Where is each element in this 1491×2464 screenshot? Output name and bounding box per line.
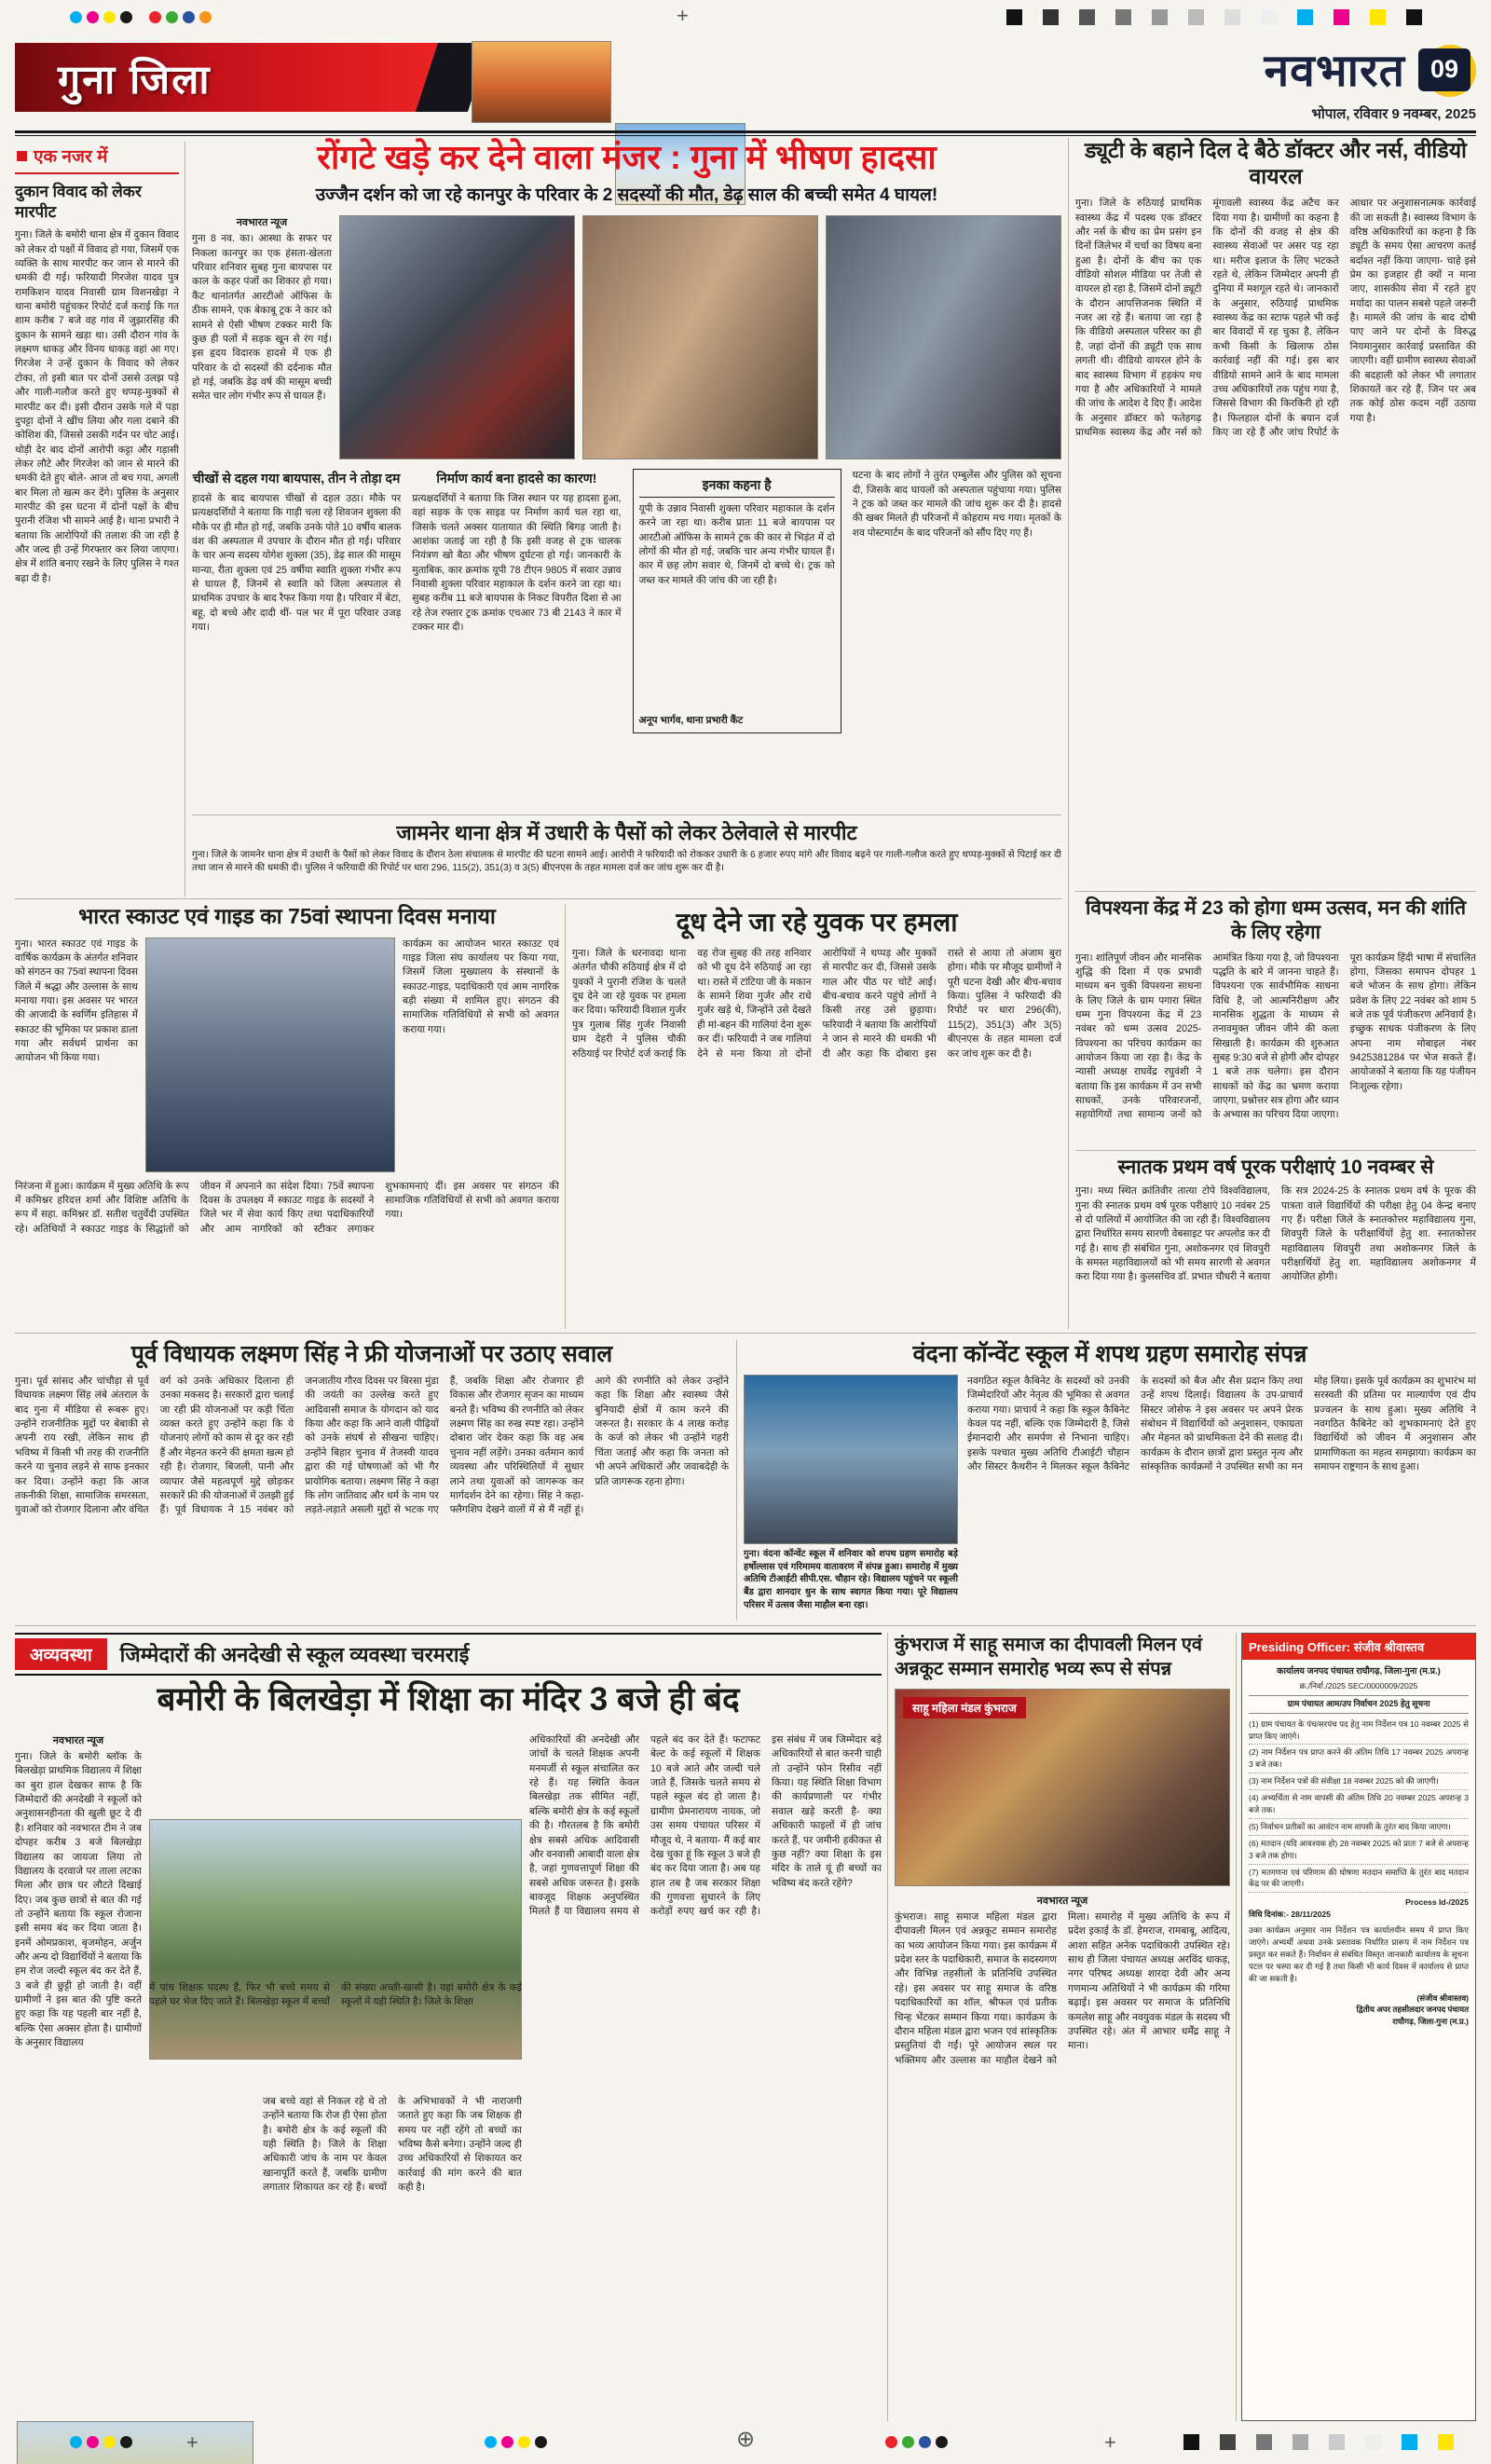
- section-rule: [15, 898, 1061, 899]
- accident-section-4-text: घटना के बाद लोगों ने तुरंत एम्बुलेंस और पुलिस को सूचना दी, जिसके बाद घायलों को अस्पताल पहुंचाया गया। पुलिस ने ट्रक को जब्त कर मामले की जांच शुरू कर दी है। हादसे की खबर मिलते ही परिजनों में कोहराम मच गया। मृतकों के शव पोस्टमार्टम के बाद परिजनों को सौंप दिए गए हैं।: [852, 470, 1061, 539]
- grayscale-calibration-strip-bottom: [1183, 2434, 1454, 2450]
- bamori-byline: नवभारत न्यूज: [52, 1735, 104, 1746]
- statement-box-text: यूपी के उन्नाव निवासी शुक्ला परिवार महाकाल के दर्शन करने जा रहा था। करीब प्रातः 11 बजे बायपास पर आरटीओ ऑफिस के सामने ट्रक की कार से भिड़ंत में दो लोगों की मौत हो गई, जबकि चार अन्य गंभीर घायल हैं। कार में छह लोग सवार थे, जिनमें दो बच्चे थे। ट्रक को जब्त कर मामले की जांच की जा रही है।: [638, 502, 835, 586]
- snatak-body: गुना। मध्य स्थित क्रांतिवीर तात्या टोपे विश्वविद्यालय, गुना की स्नातक प्रथम वर्ष पूरक परीक्षाएं 10 नवंबर 25 से दो पालियों में आयोजित की जा रही हैं। विश्वविद्यालय द्वारा निर्धारित समय सारणी वेबसाइट पर अपलोड कर दी गई है। साथ ही संबंधित गुना, अशोकनगर एवं शिवपुरी के समस्त महाविद्यालयों को भी समय सारणी से अवगत करा दिया गया है। कुलसचिव डॉ. प्रभात चौधरी ने बताया कि सत्र 2024-25 के स्नातक प्रथम वर्ष के पूरक की पात्रता वाले विद्यार्थियों की परीक्षा हेतु 04 केन्द्र बनाए गए हैं। परीक्षा जिले के स्नातकोत्तर महाविद्यालय गुना, शिवपुरी जिले के परीक्षार्थियों हेतु शा. स्नातकोत्तर महाविद्यालय शिवपुरी तथा अशोकनगर जिले के परीक्षार्थियों हेतु शा. महाविद्यालय अशोकनगर में आयोजित होगी।: [1075, 1185, 1476, 1283]
- vandana-photo-column: [744, 1375, 958, 1615]
- kumbhraj-photo-banner: साहू महिला मंडल कुंभराज: [903, 1697, 1026, 1718]
- section-rule: [1075, 1150, 1476, 1151]
- accident-first-aid-photo: [582, 215, 818, 459]
- kumbhraj-byline: नवभारत न्यूज: [1036, 1896, 1088, 1907]
- bamori-intro: गुना। जिले के बमोरी ब्लॉक के बिलखेड़ा प्राथमिक विद्यालय में शिक्षा का बुरा हाल देखकर साफ है कि जिम्मेदारों की अनदेखी ने स्कूलों को अनुशासनहीनता की खुली छूट दे दी है। शनिवार को नवभारत टीम ने जब दोपहर करीब 3 बजे बिलखेड़ा विद्यालय का जायजा लिया तो विद्यालय के दरवाजे पर ताला लटका मिला और छात्र घर लौटते दिखाई दिए। जब कुछ छात्रों से बात की गई तो उन्होंने बताया कि स्कूल रोजाना इसी समय बंद कर दिया जाता है। इनमें ओमप्रकाश, बृजमोहन, अर्जुन और अन्य दो विद्यार्थियों ने बताया कि हम रोज जल्दी स्कूल बंद कर देते हैं, 3 बजे ही छुट्टी हो जाती है। वहीं ग्रामीणों ने इस बात की पुष्टि करते हुए कहा कि यह पहली बार नहीं है, बल्कि ऐसा अक्सर होता है। ग्रामीणों के अनुसार विद्यालय: [15, 1751, 142, 2049]
- accident-subhead: उज्जैन दर्शन को जा रहे कानपुर के परिवार के 2 सदस्यों की मौत, डेढ़ साल की बच्ची समेत 4 घायल!: [315, 185, 938, 206]
- section-rule: [1075, 891, 1476, 892]
- column-rule: [1068, 138, 1069, 1329]
- bamori-intro-column: [15, 1733, 142, 2091]
- laxman-headline: पूर्व विधायक लक्ष्मण सिंह ने फ्री योजनाओं पर उठाए सवाल: [130, 1341, 613, 1367]
- doctor-headline: ड्यूटी के बहाने दिल दे बैठे डॉक्टर और नर्स, वीडियो वायरल: [1084, 138, 1467, 188]
- notice-office-title: कार्यालय जनपद पंचायत राघौगढ़, जिला-गुना (म.प्र.): [1277, 1666, 1441, 1677]
- vipashyana-headline: विपश्यना केंद्र में 23 को होगा धम्म उत्सव, मन की शांति के लिए रहेगा: [1085, 897, 1467, 944]
- accident-byline: नवभारत न्यूज: [236, 217, 288, 229]
- notice-signatory-place: राघौगढ़, जिला-गुना (म.प्र.): [1392, 2017, 1469, 2027]
- edition-title: गुना जिला: [58, 57, 212, 103]
- bamori-strip: [15, 1633, 882, 1676]
- scout-group-photo: [145, 938, 395, 1172]
- bamori-side-text: जब बच्चे वहां से निकल रहे थे तो उन्होंने बताया कि रोज ही ऐसा होता है। बमोरी क्षेत्र के कई स्कूलों की यही स्थिति है। जिले के शिक्षा अधिकारी जांच के नाम पर केवल खानापूर्ति करते हैं, जबकि ग्रामीण लगातार शिकायत कर रहे हैं। बच्चों के अभिभावकों ने भी नाराजगी जताते हुए कहा कि जब शिक्षक ही समय पर नहीं रहेंगे तो बच्चों का भविष्य कैसे बनेगा। उन्होंने जल्द ही उच्च अधिकारियों से शिकायत कर कार्रवाई की मांग करने की बात कही है।: [263, 2096, 522, 2194]
- kumbhraj-body: कुंभराज। साहू समाज महिला मंडल द्वारा दीपावली मिलन एवं अन्नकूट सम्मान समारोह का भव्य आयोजन किया गया। इस कार्यक्रम में प्रदेश स्तर के पदाधिकारी, समाज के सदस्यगण और विभिन्न तहसीलों के प्रतिनिधि उपस्थित रहे। इस अवसर पर साहू समाज के वरिष्ठ पदाधिकारियों का शॉल, श्रीफल एवं प्रतीक चिन्ह भेंटकर सम्मान किया गया। कार्यक्रम के दौरान महिला मंडल द्वारा भजन एवं सांस्कृतिक प्रस्तुतियां दी गईं। पूरे आयोजन स्थल पर भक्तिमय और उल्लास का माहौल देखने को मिला। समारोह में मुख्य अतिथि के रूप में प्रदेश इकाई के डॉ. हेमराज, रामबाबू, आदित्य, आशा सहित अनेक पदाधिकारी उपस्थित रहे। साथ ही जिला पंचायत अध्यक्ष अरविंद धाकड़, नगर परिषद अध्यक्ष शारदा देवी और अन्य गणमान्य अतिथियों ने भी कार्यक्रम की गरिमा बढ़ाई। इस अवसर पर समाज के प्रतिनिधि कमलेश साहू और नवयुवक मंडल के सदस्य भी उपस्थित रहे। अंत में आभार धर्मेंद्र साहू ने माना।: [895, 1911, 1230, 2066]
- vandana-body: नवगठित स्कूल कैबिनेट के सदस्यों को उनकी जिम्मेदारियों और नेतृत्व की भूमिका से अवगत कराया गया। प्राचार्य ने कहा कि स्कूल कैबिनेट केवल पद नहीं, बल्कि एक जिम्मेदारी है, जिसे ईमानदारी और समर्पण से निभाना चाहिए। इसके पश्चात मुख्य अतिथि टीआईटी चौहान और सिस्टर कैथरीन ने मिलकर स्कूल कैबिनेट के सदस्यों को बैज और सैश प्रदान किए तथा उन्हें शपथ दिलाई। विद्यालय के उप-प्राचार्य सिस्टर जोसेफ ने इस अवसर पर अपने प्रेरक संबोधन में विद्यार्थियों को अनुशासन, एकाग्रता और मेहनत को प्राथमिकता देने की सलाह दी। कार्यक्रम के दौरान छात्रों द्वारा प्रस्तुत नृत्य और सांस्कृतिक कार्यक्रमों ने उपस्थित सभी का मन मोह लिया। इसके पूर्व कार्यक्रम का शुभारंभ मां सरस्वती की प्रतिमा पर माल्यार्पण एवं दीप प्रज्वलन के साथ हुआ। मुख्य अतिथि ने नवगठित कैबिनेट को शुभकामनाएं देते हुए विद्यार्थियों को जीवन में अनुशासन और प्रामाणिकता का महत्व समझाया। कार्यक्रम का समापन राष्ट्रगान के साथ हुआ।: [967, 1376, 1476, 1473]
- vandana-caption: गुना। वंदना कॉन्वेंट स्कूल में शनिवार को शपथ ग्रहण समारोह बड़े हर्षोल्लास एवं गरिमामय वातावरण में संपन्न हुआ। समारोह में मुख्य अतिथि टीआईटी सीपी.एस. चौहान रहे। विद्यालय पहुंचने पर स्कूली बैंड द्वारा शानदार धुन के साथ स्वागत किया गया। पूरे विद्यालय परिसर में उत्सव जैसा माहौल बना रहा।: [744, 1549, 958, 1610]
- red-square-icon: [17, 151, 27, 161]
- registration-marks-cmyk-bottom: [70, 2436, 132, 2448]
- accident-section-1-head: चीखों से दहल गया बायपास, तीन ने तोड़ा दम: [192, 471, 401, 486]
- accident-section-1: [192, 469, 401, 801]
- article-laxman: [15, 1340, 729, 1620]
- masthead-rule: [15, 130, 1476, 136]
- notice-signatory-name: (संजीव श्रीवास्तव): [1416, 1992, 1469, 2003]
- accident-section-1-text: हादसे के बाद बायपास चीखों से दहल उठा। मौके पर प्रत्यक्षदर्शियों ने बताया कि गाड़ी चला रहे शिवजन शुक्ला की मौके पर ही मौत हो गई, जबकि उनके पोते 10 वर्षीय बालक वंश की अस्पताल में उपचार के दौरान मौत हो गई। परिवार के चार अन्य सदस्य योगेश शुक्ला (35), डेढ़ साल की मासूम मान्या, रीता शुक्ला एवं 25 वर्षीया स्वाति शुक्ला गंभीर रूप से घायल हैं, जिनमें से स्वाति को जिला अस्पताल से प्राथमिक उपचार के बाद रैफर किया गया है। परिवार में बेटा, बहू, दो बच्चे और दादी थीं- पल भर में पूरा परिवार उजड़ गया।: [192, 492, 402, 634]
- accident-media-row: [192, 215, 1061, 459]
- article-snatak: [1075, 1156, 1476, 1329]
- article-vandana: [744, 1340, 1476, 1620]
- section-rule: [15, 1333, 1476, 1334]
- notice-item: (3) नाम निर्देशन पत्रों की संवीक्षा 18 नवम्बर 2025 को की जाएगी।: [1249, 1773, 1469, 1790]
- bamori-headline: बमोरी के बिलखेड़ा में शिक्षा का मंदिर 3 बजे ही बंद: [157, 1681, 740, 1718]
- bamori-kicker: अव्यवस्था: [15, 1638, 107, 1670]
- scout-media-row: [15, 938, 559, 1172]
- edition-banner: [15, 43, 457, 112]
- notice-paragraph: उक्त कार्यक्रम अनुसार नाम निर्देशन पत्र कार्यालयीन समय में प्राप्त किए जाएंगे। अभ्यर्थी अथवा उनके प्रस्तावक निर्धारित प्रारूप में नाम निर्देशन पत्र प्रस्तुत कर सकते हैं। निर्वाचन से संबंधित विस्तृत जानकारी कार्यालय के सूचना पटल पर चस्पा कर दी गई है तथा किसी भी कार्य दिवस में कार्यालय से प्राप्त की जा सकती है।: [1249, 1925, 1469, 1983]
- accident-section-4: [853, 469, 1061, 801]
- glance-kicker: [15, 142, 179, 174]
- vandana-ceremony-photo: [744, 1375, 958, 1544]
- statement-box-head: इनका कहना है: [639, 477, 835, 498]
- jamner-headline: जामनेर थाना क्षेत्र में उधारी के पैसों को लेकर ठेलेवाले से मारपीट: [396, 821, 857, 844]
- registration-marks-rgb-top: [149, 11, 212, 23]
- masthead-temple-photo-1: [472, 41, 611, 123]
- accident-intro: गुना 8 नव. का। आस्था के सफर पर निकला कानपुर का एक हंसता-खेलता परिवार शनिवार सुबह गुना बायपास पर काल के कहर पंजों का शिकार हो गया। कैंट थानांतर्गत आरटीओ ऑफिस के ठीक सामने, एक बेकाबू ट्रक ने कार को सामने से ऐसी भीषण टक्कर मारी कि कुछ ही पलों में सड़क खून से रंग गई। इस हृदय विदारक हादसे में एक ही परिवार के दो सदस्यों की दर्दनाक मौत हो गई, जबकि डेढ़ वर्ष की मासूम बच्ची समेत चार लोग गंभीर रूप से घायल हैं।: [192, 233, 332, 403]
- article-kumbhraj: [895, 1633, 1230, 2421]
- statement-attribution: अनूप भार्गव, थाना प्रभारी कैंट: [638, 714, 744, 726]
- scout-body-bottom: निरंजना में हुआ। कार्यक्रम में मुख्य अतिथि के रूप में कमिश्नर हरिदत्त शर्मा और विशिष्ट अतिथि के रूप में सहा. कमिश्नर डॉ. सतीश चतुर्वेदी उपस्थित रहे। अतिथियों ने स्काउट गाइड के सिद्धांतों को जीवन में अपनाने का संदेश दिया। 75वें स्थापना दिवस के उपलक्ष्य में स्काउट गाइड के सदस्यों ने जिले भर में सेवा कार्य किए तथा पदाधिकारियों और आम नागरिकों को स्टीकर लगाकर शुभकामनाएं दीं। इस अवसर पर संगठन की सामाजिक गतिविधियों से सभी को अवगत कराया गया।: [15, 1180, 559, 1235]
- accident-section-2: [412, 469, 621, 801]
- scout-headline: भारत स्काउट एवं गाइड का 75वां स्थापना दिवस मनाया: [78, 904, 496, 928]
- notice-item: (2) नाम निर्देशन पत्र प्राप्त करने की अंतिम तिथि 17 नवम्बर 2025 अपरान्ह 3 बजे तक।: [1249, 1745, 1469, 1773]
- registration-marks-cmyk-bottom-2: [485, 2436, 547, 2448]
- crop-mark-bottom-1: +: [186, 2430, 198, 2454]
- bamori-yellow-building-photo: [17, 2421, 253, 2464]
- scout-body-left: गुना। भारत स्काउट एवं गाइड के वार्षिक कार्यक्रम के अंतर्गत शनिवार को संगठन का 75वां स्थापना दिवस जिले में श्रद्धा और उल्लास के साथ मनाया गया। इस अवसर पर भारत की आजादी के स्वर्णिम इतिहास में स्काउट की भूमिका पर प्रकाश डाला गया और सर्वधर्म प्रार्थना का आयोजन भी किया गया।: [15, 938, 138, 1064]
- notice-item: (6) मतदान (यदि आवश्यक हो) 28 नवम्बर 2025 को प्रातः 7 बजे से अपरान्ह 3 बजे तक होगा।: [1249, 1836, 1469, 1865]
- registration-marks-rgb-bottom: [885, 2436, 948, 2448]
- notice-item: (5) निर्वाचन प्रतीकों का आवंटन नाम वापसी के तुरंत बाद किया जाएगा।: [1249, 1819, 1469, 1836]
- page-number-badge: [1418, 41, 1476, 99]
- jamner-body: गुना। जिले के जामनेर थाना क्षेत्र में उधारी के पैसों को लेकर विवाद के दौरान ठेला संचालक से मारपीट की घटना सामने आई। आरोपी ने फरियादी को रोककर उधारी के 6 हजार रुपए मांगे और विवाद बढ़ने पर गाली-गलौज करते हुए थप्पड़-मुक्कों से पिटाई कर दी तथा जान से मारने की धमकी दी। पुलिस ने फरियादी की रिपोर्ट पर धारा 296, 115(2), 351(3) व 3(5) बीएनएस के तहत मामला दर्ज कर जांच शुरू कर दी है।: [192, 849, 1061, 874]
- notice-reference: क्र./निर्वा./2025 SEC/0000009/2025: [1299, 1681, 1418, 1691]
- doctor-body: गुना। जिले के रुठियाई प्राथमिक स्वास्थ्य केंद्र में पदस्थ एक डॉक्टर और नर्स के बीच का प्रेम प्रसंग इन दिनों जिलेभर में चर्चा का विषय बना हुआ है। दोनों के बीच का एक वीडियो सोशल मीडिया पर तेजी से वायरल हो रहा है, जिसमें दोनों ड्यूटी के दौरान आपत्तिजनक स्थिति में नजर आ रहे हैं। बताया जा रहा है कि वीडियो अस्पताल परिसर का ही है, जहां दोनों की ड्यूटी एक साथ लगती थी। वीडियो वायरल होने के बाद स्वास्थ्य विभाग में हड़कंप मच गया है और अधिकारियों ने मामले की जांच के आदेश दे दिए हैं। आदेश के अनुसार डॉक्टर को फतेहगढ़ प्राथमिक स्वास्थ्य केंद्र और नर्स को मूंगावली स्वास्थ्य केंद्र अटैच कर दिया गया है। ग्रामीणों का कहना है कि दोनों की वजह से क्षेत्र की स्वास्थ्य सेवाओं पर असर पड़ रहा था। मरीज इलाज के लिए भटकते रहते थे, लेकिन जिम्मेदार अपनी ही दुनिया में मशगूल रहते थे। जानकारों के अनुसार, रुठियाई प्राथमिक स्वास्थ्य केंद्र का स्टाफ पहले भी कई बार विवादों में रह चुका है, लेकिन कभी किसी के खिलाफ ठोस कार्रवाई नहीं की गई। इस बार वीडियो सामने आने के बाद मामला उच्च अधिकारियों तक पहुंच गया है, जिससे विभाग की किरकिरी हो रही है। फिलहाल दोनों के बयान दर्ज किए जा रहे हैं और जांच रिपोर्ट के आधार पर अनुशासनात्मक कार्रवाई की जा सकती है। स्वास्थ्य विभाग के वरिष्ठ अधिकारियों का कहना है कि ड्यूटी के समय ऐसा आचरण कतई बर्दाश्त नहीं किया जाएगा- चाहे इसे प्रेम का इजहार ही क्यों न माना जाए, शासकीय सेवा में रहते हुए मर्यादा का पालन सबसे पहले जरूरी है। मामले की जांच के बाद दोषी पाए जाने पर दोनों के विरुद्ध नियमानुसार कार्रवाई प्रस्तावित की जाएगी। वहीं ग्रामीण स्वास्थ्य सेवाओं की बदहाली को लेकर भी लगातार शिकायतें कर रहे हैं, जिन पर अब तक कोई ठोस कदम नहीं उठाया गया है।: [1075, 198, 1476, 438]
- accident-headline: रोंगटे खड़े कर देने वाला मंजर : गुना में भीषण हादसा: [317, 138, 937, 176]
- accident-sections-row: [192, 469, 1061, 801]
- article-bamori: [15, 1633, 882, 2421]
- column-rule: [565, 904, 566, 1329]
- column-rule: [887, 1633, 888, 2421]
- notice-item: (4) अभ्यर्थिता से नाम वापसी की अंतिम तिथि 20 नवम्बर 2025 अपरान्ह 3 बजे तक।: [1249, 1790, 1469, 1819]
- public-notice-box: [1241, 1633, 1476, 2421]
- registration-marks-cmyk-top: [70, 11, 132, 23]
- notice-signature: [1249, 1992, 1469, 2029]
- kumbhraj-headline: कुंभराज में साहू समाज का दीपावली मिलन एवं अन्नकूट सम्मान समारोह भव्य रूप से संपन्न: [895, 1635, 1203, 1679]
- grayscale-calibration-strip-top: [1006, 9, 1422, 25]
- accident-crowd-photo: [826, 215, 1061, 459]
- notice-item: (1) ग्राम पंचायत के पंच/सरपंच पद हेतु नाम निर्देशन पत्र 10 नवम्बर 2025 से प्राप्त किए जाएंगे।: [1249, 1717, 1469, 1745]
- officials-statement-box: [633, 469, 841, 733]
- article-doctor-nurse: [1075, 138, 1476, 889]
- scout-body-right: कार्यक्रम का आयोजन भारत स्काउट एवं गाइड जिला संघ कार्यालय पर किया गया, जिसमें जिला मुख्यालय के संस्थानों के स्काउट-गाइड, पदाधिकारी एवं आम नागरिक बड़ी संख्या में शामिल हुए। संगठन की सामाजिक गतिविधियों से सभी को अवगत कराया गया।: [403, 938, 559, 1035]
- crop-mark-top: +: [677, 4, 689, 27]
- bamori-right-columns: अधिकारियों की अनदेखी और जांचों के चलते शिक्षक अपनी मनमर्जी से स्कूल संचालित कर रहे हैं। यह स्थिति केवल बिलखेड़ा तक सीमित नहीं, बल्कि बमोरी क्षेत्र के कई स्कूलों की है। गौरतलब है कि बमोरी क्षेत्र सबसे अधिक आदिवासी और वनवासी आबादी वाला क्षेत्र है, जहां गुणवत्तापूर्ण शिक्षा की सबसे अधिक जरूरत है। इसके बावजूद शिक्षक अनुपस्थित मिलते हैं या विद्यालय समय से पहले बंद कर देते हैं। फटाफट बेल्ट के कई स्कूलों में शिक्षक 10 बजे आते और जल्दी चले जाते हैं, जिसके चलते समय से पहले स्कूल बंद हो जाता है। ग्रामीण प्रेमनारायण नायक, जो उस समय पंचायत परिसर में मौजूद थे, ने बताया- मैं कई बार देख चुका हूं कि स्कूल 3 बजे ही बंद कर दिया जाता है। अब यह हाल तब है जब सरकार शिक्षा की गुणवत्ता सुधारने के लिए करोड़ों रुपए खर्च कर रही है। इस संबंध में जब जिम्मेदार बड़े अधिकारियों से बात करनी चाही तो उन्होंने फोन रिसीव नहीं किया। यह स्थिति शिक्षा विभाग की कार्यप्रणाली पर गंभीर सवाल खड़े करती है- क्या अधिकारी फाइलों में ही जांच करते हैं, पर जमीनी हकीकत से कुछ नहीं? क्या शिक्षा के इस मंदिर के ताले यूं ही बच्चों का भविष्य बंद करते रहेंगे?: [529, 1734, 882, 1918]
- laxman-body: गुना। पूर्व सांसद और चांचौड़ा से पूर्व विधायक लक्ष्मण सिंह लंबे अंतराल के बाद गुना में मीडिया से रूबरू हुए। उन्होंने राजनीतिक मुद्दों पर बेबाकी से अपनी राय रखी, लेकिन साथ ही भविष्य में किसी भी तरह की राजनीति करने या चुनाव लड़ने से साफ इनकार कर दिया। उन्होंने कहा कि आज तकनीकी शिक्षा, सामाजिक समरसता, युवाओं को रोजगार दिलाना और वंचित वर्ग को उनके अधिकार दिलाना ही उनका मकसद है। सरकारों द्वारा चलाई जा रही फ्री योजनाओं पर कड़ी चिंता व्यक्त करते हुए उन्होंने कहा कि ये योजनाएं लोगों को काम से दूर कर रही हैं और मेहनत करने की क्षमता खत्म हो रही है। रोजगार, बिजली, पानी और व्यापार जैसे महत्वपूर्ण मुद्दे छोड़कर सरकारें फ्री की योजनाओं में उलझी हुई हैं। पूर्व विधायक ने 15 नवंबर को जनजातीय गौरव दिवस पर बिरसा मुंडा की जयंती का उल्लेख करते हुए आदिवासी समाज के योगदान को याद किया और कहा कि आने वाली पीढ़ियों को उनके संघर्ष से सीखना चाहिए। उन्होंने बिहार चुनाव में तेजस्वी यादव द्वारा की गई घोषणाओं को भी गैर प्रायोगिक बताया। लक्ष्मण सिंह ने कहा कि लोग जातिवाद और धर्म के नाम पर लड़ते-लड़ाते असली मुद्दों से भटक गए हैं, जबकि शिक्षा और रोजगार ही विकास और रोजगार सृजन का माध्यम बनते हैं। भविष्य की रणनीति को लेकर लक्ष्मण सिंह का रुख स्पष्ट रहा। उन्होंने दोबारा जोर देकर कहा कि वह अब चुनाव नहीं लड़ेंगे। उनका वर्तमान कार्य व्यवस्था और परिस्थितियों में सुधार लाने तथा युवाओं को जागरूक कर मार्गदर्शन देने का रहेगा। सिंह ने कहा- फ्लैगशिप देखने वालों में से मैं नहीं हूं। आगे की रणनीति को लेकर उन्होंने कहा कि शिक्षा और स्वास्थ्य जैसे बुनियादी क्षेत्रों में काम करने की जरूरत है। सरकार के 4 लाख करोड़ के कर्ज को लेकर भी उन्होंने गहरी चिंता जताई और कहा कि जनता को भी अपने अधिकारों और जवाबदेही के प्रति जागरूक रहना होगा।: [15, 1376, 729, 1516]
- column-rule: [1236, 1633, 1237, 2421]
- accident-intro-column: [192, 215, 332, 459]
- glance-kicker-label: एक नजर में: [34, 147, 108, 167]
- page-number: 09: [1418, 48, 1470, 91]
- paper-logo: नवभारत: [1264, 47, 1405, 96]
- article-accident: [192, 138, 1061, 813]
- vandana-headline: वंदना कॉन्वेंट स्कूल में शपथ ग्रहण समारोह संपन्न: [912, 1341, 1307, 1367]
- snatak-headline: स्नातक प्रथम वर्ष पूरक परीक्षाएं 10 नवम्बर से: [1117, 1157, 1434, 1178]
- article-vipashyana: [1075, 897, 1476, 1146]
- crop-mark-bottom-2: +: [1104, 2430, 1116, 2454]
- notice-signatory-post: द्वितीय अपर तहसीलदार जनपद पंचायत: [1356, 2005, 1469, 2015]
- accident-section-2-text: प्रत्यक्षदर्शियों ने बताया कि जिस स्थान पर यह हादसा हुआ, वहां सड़क के एक साइड पर निर्माण कार्य चल रहा था, जिसके चलते अक्सर यातायात की स्थिति बिगड़ जाती है। आशंका जताई जा रही है कि इसी वजह से ट्रक चालक नियंत्रण खो बैठा और भीषण दुर्घटना हो गई। जानकारी के मुताबिक, कार क्रमांक यूपी 78 टीएन 9805 में सवार उन्नाव निवासी शुक्ला परिवार महाकाल के दर्शन करने जा रहा था। सुबह करीब 11 बजे बायपास के निकट विपरीत दिशा से आ रहे तेज रफ्तार ट्रक क्रमांक एचआर 73 बी 2143 ने कार में टक्कर मार दी।: [412, 492, 622, 634]
- bamori-under-photo-text: में पांच शिक्षक पदस्थ हैं, फिर भी बच्चे समय से पहले घर भेज दिए जाते हैं। बिलखेड़ा स्कूल में बच्चों की संख्या अच्छी-खासी है। यहां बमोरी क्षेत्र के कई स्कूलों में यही स्थिति है। जिले के शिक्षा: [149, 1982, 522, 2008]
- kumbhraj-felicitation-photo: [895, 1689, 1230, 1886]
- article-jamner: [192, 820, 1061, 897]
- doodh-headline: दूध देने जा रहे युवक पर हमला: [676, 908, 958, 937]
- notice-header: Presiding Officer: संजीव श्रीवास्तव: [1242, 1634, 1475, 1660]
- bamori-strip-headline: जिम्मेदारों की अनदेखी से स्कूल व्यवस्था चरमराई: [119, 1643, 470, 1666]
- notice-subject: ग्राम पंचायत आम/उप निर्वाचन 2025 हेतु सूचना: [1249, 1695, 1469, 1714]
- masthead-logo-block: [1072, 39, 1476, 100]
- dateline: भोपाल, रविवार 9 नवम्बर, 2025: [1311, 106, 1476, 122]
- article-doodh: [572, 904, 1061, 1329]
- registration-target-mark: ⊕: [736, 2427, 756, 2452]
- notice-body: [1242, 1660, 1475, 2033]
- notice-item: (7) मतगणना एवं परिणाम की घोषणा मतदान समाप्ति के तुरंत बाद मतदान केंद्र पर की जाएगी।: [1249, 1865, 1469, 1894]
- vandana-media-row: [744, 1375, 1476, 1615]
- notice-process-id: Process Id-/2025: [1405, 1897, 1469, 1908]
- article-glance: [15, 142, 179, 897]
- section-rule: [15, 1625, 1476, 1626]
- glance-body: गुना। जिले के बमोरी थाना क्षेत्र में दुकान विवाद को लेकर दो पक्षों में विवाद हो गया, जिसमें एक व्यक्ति के साथ मारपीट कर जान से मारने की धमकी दी गई। फरियादी गिरजेश यादव पुत्र रामकिशन यादव निवासी ग्राम विशनखेड़ा ने थाना बमोरी पहुंचकर रिपोर्ट दर्ज कराई कि गत शाम करीब 7 बजे वह गांव में जुझारसिंह की दुकान के सामने खड़ा था। उसी दौरान गांव के लक्ष्मण धाकड़ और विनय धाकड़ वहां आ गए। गिरजेश ने उन्हें दुकान के विवाद को लेकर टोका, तो इसी बात पर दोनों उससे उलझ पड़े और गाली-गलौज करते हुए थप्पड़-मुक्कों से मारपीट कर दी। इसी दौरान उसके गले में पड़ा दुपट्टा दोनों ने खींच लिया और गला दबाने की कोशिश की, जिससे उसकी गर्दन पर चोट आई। थोड़ी देर बाद दोनों आरोपी कट्टा और गड़ासी लेकर लौटे और गिरजेश को जान से मारने की धमकी देते हुए बोले- आज तो बच गया, अगली बार मिला तो खत्म कर देंगे। पुलिस के अनुसार मारपीट की इस घटना में दोनों पक्षों के बीच पुरानी रंजिश भी सामने आई है। थाना प्रभारी ने बताया कि आरोपियों की तलाश की जा रही है और जल्द ही उन्हें गिरफ्तार कर लिया जाएगा। क्षेत्र में शांति बनाए रखने के लिए पुलिस ने गश्त बढ़ा दी है।: [15, 229, 179, 584]
- column-rule: [736, 1340, 737, 1620]
- accident-section-2-head: निर्माण कार्य बना हादसे का कारण!: [436, 471, 597, 486]
- notice-date: विधि दिनांक:- 28/11/2025: [1249, 1910, 1331, 1920]
- section-rule: [192, 814, 1061, 815]
- doodh-body: गुना। जिले के धरनावदा थाना अंतर्गत चौकी रुठियाई क्षेत्र में दो युवकों ने पुरानी रंजिश के चलते दूध देने जा रहे युवक पर हमला कर दिया। फरियादी विशाल गुर्जर पुत्र गुलाब सिंह गुर्जर निवासी ग्राम देहरी ने पुलिस चौकी रुठियाई पर रिपोर्ट दर्ज कराई कि वह रोज सुबह की तरह शनिवार को भी दूध देने रुठियाई आ रहा था। रास्ते में टांटिया जी के मकान के सामने शिवा गुर्जर और राधे गुर्जर खड़े थे, जिन्होंने उसे देखते ही मां-बहन की गालियां देना शुरू कर दीं। फरियादी ने जब गालियां देने से मना किया तो दोनों आरोपियों ने थप्पड़ और मुक्कों से मारपीट कर दी, जिससे उसके गाल और पीठ पर चोटें आईं। बीच-बचाव करने पहुंचे लोगों ने किसी तरह उसे छुड़ाया। फरियादी ने बताया कि आरोपियों ने जान से मारने की धमकी भी दी और कहा कि दोबारा इस रास्ते से आया तो अंजाम बुरा होगा। मौके पर मौजूद ग्रामीणों ने पूरी घटना देखी और बीच-बचाव किया। पुलिस ने फरियादी की रिपोर्ट पर धारा 296(की), 115(2), 351(3) और 3(5) बीएनएस के तहत मामला दर्ज कर जांच शुरू कर दी है।: [572, 948, 1061, 1060]
- article-scout: [15, 904, 559, 1329]
- accident-wreck-photo: [339, 215, 575, 459]
- accident-section-quote: [633, 469, 841, 801]
- vipashyana-body: गुना। शांतिपूर्ण जीवन और मानसिक शुद्धि की दिशा में एक प्रभावी माध्यम बन चुकी विपश्यना साधना के लिए जिले के ग्राम पगारा स्थित धम्म गुना विपश्यना केंद्र में 23 नवंबर को धम्म उत्सव 2025- विपश्यना का परिचय कार्यक्रम का आयोजन किया जा रहा है। केंद्र के न्यासी अध्यक्ष राघवेंद्र रघुवंशी ने बताया कि इस कार्यक्रम में उन सभी साधकों, उनके परिवारजनों, सहयोगियों तथा सामान्य जनों को आमंत्रित किया गया है, जो विपश्यना पद्धति के बारे में जानना चाहते हैं। विपश्यना एक सार्वभौमिक साधना विधि है, जो आत्मनिरीक्षण और मानसिक शुद्धता के माध्यम से तनावमुक्त जीवन जीने की कला सिखाती है। कार्यक्रम की शुरुआत सुबह 9:30 बजे से होगी और दोपहर 1 बजे तक चलेगा। इस दौरान साधकों को केंद्र का भ्रमण कराया जाएगा, प्रश्नोत्तर सत्र होगा और ध्यान के अभ्यास का परिचय दिया जाएगा। पूरा कार्यक्रम हिंदी भाषा में संचालित होगा, जिसका समापन दोपहर 1 बजे भोजन के साथ होगा। लेकिन प्रवेश के लिए 22 नवंबर को शाम 5 बजे तक पूर्व पंजीकरण अनिवार्य है। इच्छुक साधक पंजीकरण के लिए अपना नाम मोबाइल नंबर 9425381284 पर भेज सकते हैं। आयोजकों ने बताया कि यह पंजीयन निःशुल्क रहेगा।: [1075, 951, 1476, 1121]
- glance-headline: दुकान विवाद को लेकर मारपीट: [15, 183, 142, 222]
